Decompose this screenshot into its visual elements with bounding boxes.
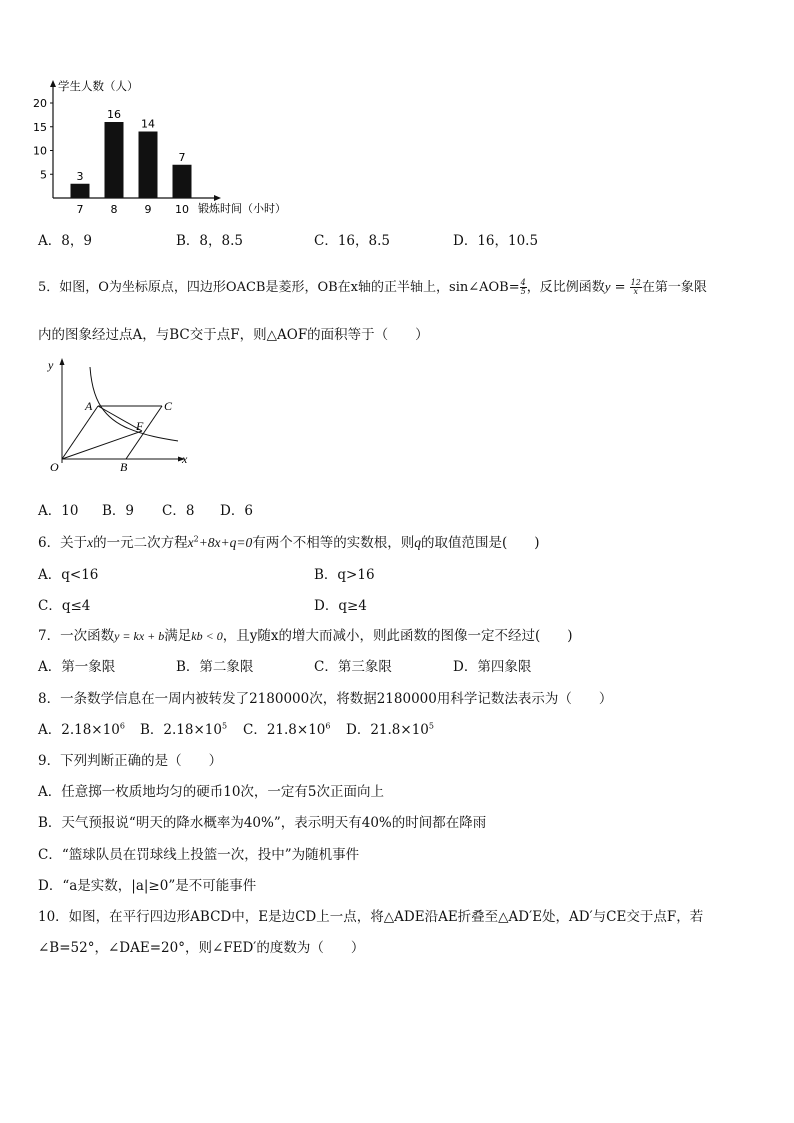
q5-text-c: 在第一象限 [641, 280, 707, 295]
q7-text-c: ，且y随x的增大而减小，则此函数的图像一定不经过( ) [222, 628, 573, 644]
q5-text-a: 5．如图，O为坐标原点，四边形OACB是菱形，OB在x轴的正半轴上，sin∠AOB= [38, 280, 520, 295]
q6-text-a: 6．关于 [38, 535, 88, 551]
q7-stem [38, 624, 573, 644]
bar-8 [105, 122, 124, 198]
q5-func-eq: = [610, 280, 630, 295]
q5-figure [40, 355, 200, 475]
q5-option-d[interactable]: D．6 [220, 503, 253, 519]
q8-option-b-exp: 5 [221, 721, 228, 731]
q8-option-b-base: B．2.18×10 [140, 722, 222, 738]
q5-func-den: x [633, 287, 639, 296]
q6-text-c: 有两个不相等的实数根，则 [252, 535, 415, 551]
bar-chart-svg [20, 75, 320, 220]
q7-text-a: 7．一次函数 [38, 628, 115, 644]
q4-option-b[interactable]: B．8，8.5 [176, 233, 243, 249]
q5-label-b: B [120, 460, 128, 474]
q5-label-c: C [164, 399, 173, 413]
x-axis-label: 锻炼时间（小时） [198, 202, 286, 215]
bar-7 [71, 184, 90, 198]
q8-option-a-base: A．2.18×10 [38, 722, 120, 738]
q7-option-c[interactable]: C．第三象限 [314, 659, 392, 675]
q5-label-o: O [50, 460, 59, 474]
q5-label-f: F [136, 419, 144, 433]
q6-option-a[interactable]: A．q<16 [38, 567, 99, 583]
y-axis-arrow [50, 80, 56, 87]
q6-text-b: 的一元二次方程 [93, 535, 188, 551]
q5-text-b: ，反比例函数 [526, 280, 605, 295]
q9-option-c[interactable]: C．“篮球队员在罚球线上投篮一次，投中”为随机事件 [38, 847, 360, 863]
q5-segment-oa [62, 406, 98, 459]
q9-option-a[interactable]: A．任意掷一枚质地均匀的硬币10次，一定有5次正面向上 [38, 784, 385, 800]
x-tick-label-8: 8 [110, 203, 118, 216]
bar-value-label-8: 16 [107, 108, 121, 121]
q10-line1: 10．如图，在平行四边形ABCD中，E是边CD上一点，将△ADE沿AE折叠至△AD′E处，AD′与CE交于点F，若 [38, 909, 704, 925]
q5-sin-den: 5 [520, 287, 526, 296]
q6-text-d: 的取值范围是( ) [421, 535, 540, 551]
q5-label-y: y [48, 358, 54, 372]
q8-option-d[interactable] [346, 718, 434, 738]
x-tick-label-10: 10 [175, 203, 189, 216]
q8-option-a[interactable] [38, 718, 125, 738]
q5-segment-of [62, 431, 142, 459]
x-tick-label-9: 9 [144, 203, 152, 216]
q7-option-d[interactable]: D．第四象限 [453, 659, 532, 675]
q4-option-d[interactable]: D．16，10.5 [453, 233, 539, 249]
q6-stem [38, 531, 540, 551]
q5-option-a[interactable]: A．10 [38, 503, 79, 519]
bar-chart [20, 75, 320, 220]
q9-option-d[interactable]: D．“a是实数，|a|≥0”是不可能事件 [38, 878, 257, 894]
q5-label-a: A [85, 399, 93, 413]
q8-stem: 8．一条数学信息在一周内被转发了2180000次，将数据2180000用科学记数法表示为（ ） [38, 691, 613, 707]
q9-stem: 9．下列判断正确的是（ ） [38, 753, 223, 769]
y-tick-label-10: 10 [33, 144, 47, 158]
q6-eq-rest: +8x+q=0 [198, 535, 253, 550]
q7-text-b: 满足 [164, 628, 192, 644]
q5-y-arrow [60, 358, 65, 365]
q7-func: y = kx + b [114, 629, 165, 643]
bar-value-label-7: 3 [76, 169, 84, 183]
bar-group [71, 108, 192, 216]
bar-9 [139, 132, 158, 199]
q8-option-c[interactable] [243, 718, 330, 738]
y-tick-label-5: 5 [40, 168, 47, 182]
q6-option-b[interactable]: B．q>16 [314, 567, 375, 583]
q6-var-q: q [414, 535, 422, 550]
y-tick-label-20: 20 [33, 97, 47, 110]
q7-option-b[interactable]: B．第二象限 [176, 659, 254, 675]
q5-func-fraction [630, 279, 642, 296]
q7-cond: kb < 0 [191, 629, 223, 643]
q5-line2: 内的图象经过点A，与BC交于点F，则△AOF的面积等于（ ） [38, 327, 429, 343]
q8-option-b[interactable] [140, 718, 227, 738]
y-tick-group [33, 97, 53, 181]
q6-option-c[interactable]: C．q≤4 [38, 598, 91, 614]
q5-sin-fraction [520, 279, 527, 296]
x-tick-label-7: 7 [76, 203, 84, 216]
bar-10 [173, 165, 192, 198]
q5-func-num: 12 [630, 278, 641, 287]
q4-option-a[interactable]: A．8，9 [38, 233, 92, 249]
q5-option-b[interactable]: B．9 [102, 503, 135, 519]
q5-segment-cb [126, 406, 162, 459]
bar-value-label-9: 14 [141, 117, 155, 131]
y-tick-label-15: 15 [33, 120, 47, 134]
q8-option-a-exp: 6 [119, 721, 125, 731]
q5-func-y: y [604, 279, 611, 294]
q6-var-x: x [87, 535, 94, 550]
q5-sin-num: 4 [520, 278, 526, 287]
q9-option-b[interactable]: B．天气预报说“明天的降水概率为40%”，表示明天有40%的时间都在降雨 [38, 815, 487, 831]
q5-figure-svg [40, 355, 200, 475]
q6-option-d[interactable]: D．q≥4 [314, 598, 367, 614]
q5-line1 [38, 276, 707, 296]
q8-option-c-base: C．21.8×10 [243, 722, 326, 738]
q7-option-a[interactable]: A．第一象限 [38, 659, 116, 675]
q5-option-c[interactable]: C．8 [162, 503, 195, 519]
q8-option-c-exp: 6 [325, 721, 331, 731]
bar-value-label-10: 7 [178, 150, 186, 164]
q5-label-x: x [182, 452, 188, 466]
q4-option-c[interactable]: C．16，8.5 [314, 233, 390, 249]
y-axis-label: 学生人数（人） [58, 79, 139, 93]
q10-line2: ∠B=52°，∠DAE=20°，则∠FED′的度数为（ ） [38, 940, 365, 956]
q6-eq-x: x [187, 535, 194, 550]
q8-option-d-exp: 5 [428, 721, 434, 731]
x-axis-arrow [214, 195, 221, 201]
q8-option-d-base: D．21.8×10 [346, 722, 429, 738]
q6-eq-sup: 2 [193, 534, 199, 544]
